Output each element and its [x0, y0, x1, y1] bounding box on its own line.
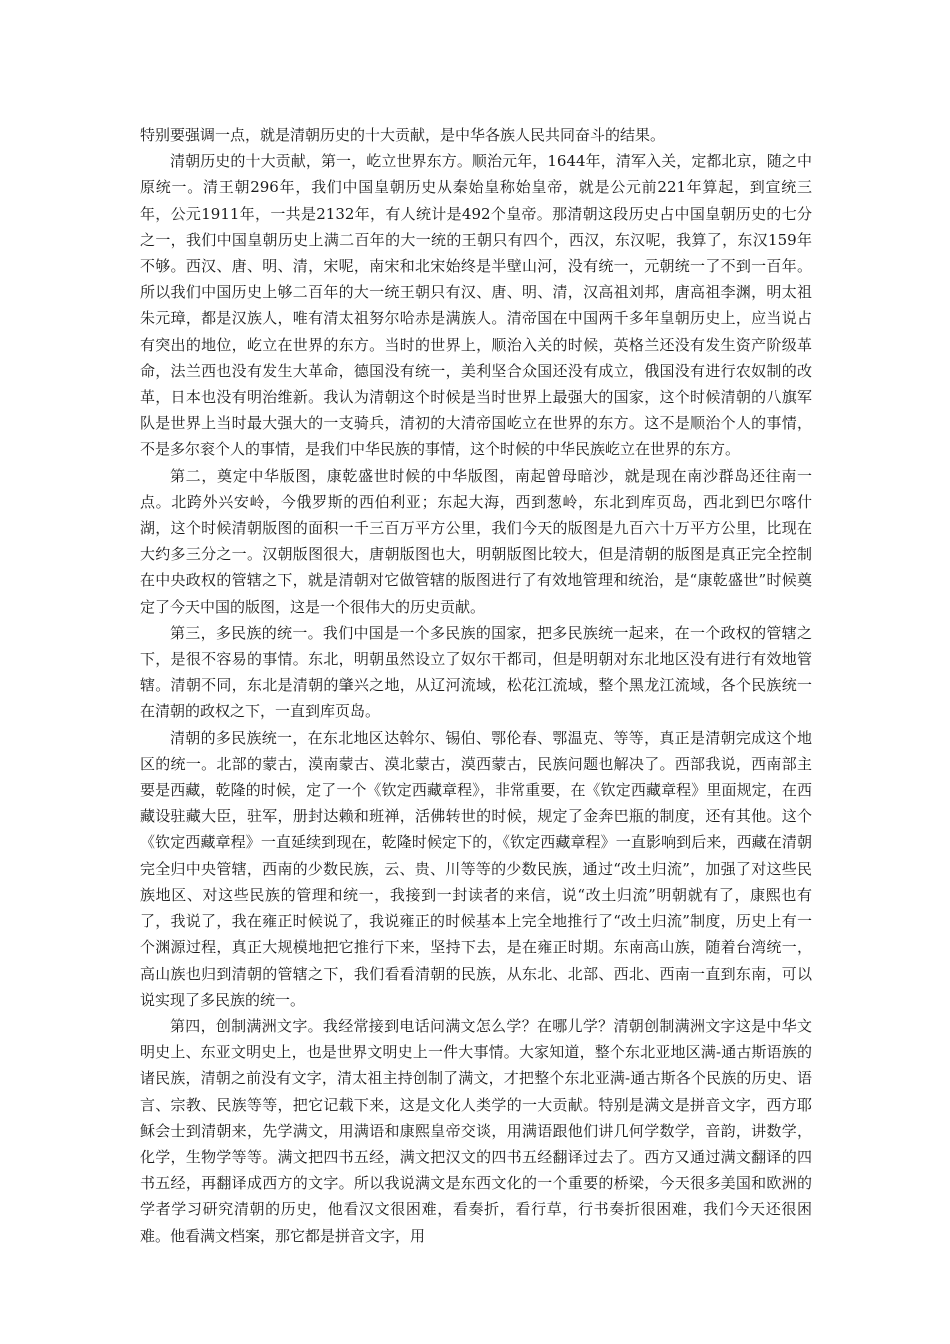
document-body: [140, 122, 812, 1249]
paragraph-second-contribution: 第二，奠定中华版图，康乾盛世时候的中华版图，南起曾母暗沙，就是现在南沙群岛还往南一点。北跨外兴安岭，今俄罗斯的西伯利亚；东起大海，西到葱岭，东北到库页岛，西北到巴尔喀什湖，这个时候清朝版图的面积一千三百万平方公里，我们今天的版图是九百六十万平方公里，比现在大约多三分之一。汉朝版图很大，唐朝版图也大，明朝版图比较大，但是清朝的版图是真正完全控制在中央政权的管辖之下，就是清朝对它做管辖的版图进行了有效地管理和统治，是“康乾盛世”时候奠定了今天中国的版图，这是一个很伟大的历史贡献。: [140, 466, 812, 616]
paragraph-ethnic-unification: 清朝的多民族统一，在东北地区达斡尔、锡伯、鄂伦春、鄂温克、等等，真正是清朝完成这个地区的统一。北部的蒙古，漠南蒙古、漠北蒙古，漠西蒙古，民族问题也解决了。西部我说，西南部主要是西藏，乾隆的时候，定了一个《钦定西藏章程》，非常重要，在《钦定西藏章程》里面规定，在西藏设驻藏大臣，驻军，册封达赖和班禅，活佛转世的时候，规定了金奔巴瓶的制度，还有其他。这个《钦定西藏章程》一直延续到现在，乾隆时候定下的，《钦定西藏章程》一直影响到后来，西藏在清朝完全归中央管辖，西南的少数民族，云、贵、川等等的少数民族，通过“改土归流”，加强了对这些民族地区、对这些民族的管理和统一，我接到一封读者的来信，说“改土归流”明朝就有了，康熙也有了，我说了，我在雍正时候说了，我说雍正的时候基本上完全地推行了“改土归流”制度，历史上有一个渊源过程，真正大规模地把它推行下来，坚持下去，是在雍正时期。东南高山族，随着台湾统一，高山族也归到清朝的管辖之下，我们看看清朝的民族，从东北、北部、西北、西南一直到东南，可以说实现了多民族的统一。: [140, 728, 812, 1009]
paragraph-first-contribution: 清朝历史的十大贡献，第一，屹立世界东方。顺治元年，1644年，清军入关，定都北京，随之中原统一。清王朝296年，我们中国皇朝历史从秦始皇称始皇帝，就是公元前221年算起，到宣统三年，公元1911年，一共是2132年，有人统计是492个皇帝。那清朝这段历史占中国皇朝历史的七分之一，我们中国皇朝历史上满二百年的大一统的王朝只有四个，西汉，东汉呢，我算了，东汉159年不够。西汉、唐、明、清，宋呢，南宋和北宋始终是半壁山河，没有统一，元朝统一了不到一百年。所以我们中国历史上够二百年的大一统王朝只有汉、唐、明、清，汉高祖刘邦，唐高祖李渊，明太祖朱元璋，都是汉族人，唯有清太祖努尔哈赤是满族人。清帝国在中国两千多年皇朝历史上，应当说占有突出的地位，屹立在世界的东方。当时的世界上，顺治入关的时候，英格兰还没有发生资产阶级革命，法兰西也没有发生大革命，德国没有统一，美利坚合众国还没有成立，俄国没有进行农奴制的改革，日本也没有明治维新。我认为清朝这个时候是当时世界上最强大的国家，这个时候清朝的八旗军队是世界上当时最大强大的一支骑兵，清初的大清帝国屹立在世界的东方。这不是顺治个人的事情，不是多尔衮个人的事情，是我们中华民族的事情，这个时候的中华民族屹立在世界的东方。: [140, 152, 812, 459]
paragraph-intro: 特别要强调一点，就是清朝历史的十大贡献，是中华各族人民共同奋斗的结果。: [140, 126, 666, 144]
paragraph-third-contribution: 第三，多民族的统一。我们中国是一个多民族的国家，把多民族统一起来，在一个政权的管辖之下，是很不容易的事情。东北，明朝虽然设立了奴尔干都司，但是明朝对东北地区没有进行有效地管辖。清朝不同，东北是清朝的肇兴之地，从辽河流域，松花江流域，整个黑龙江流域，各个民族统一在清朝的政权之下，一直到库页岛。: [140, 623, 812, 721]
paragraph-fourth-contribution: 第四，创制满洲文字。我经常接到电话问满文怎么学？在哪儿学？清朝创制满洲文字这是中华文明史上、东亚文明史上，也是世界文明史上一件大事情。大家知道，整个东北亚地区满-通古斯语族的诸民族，清朝之前没有文字，清太祖主持创制了满文，才把整个东北亚满-通古斯各个民族的历史、语言、宗教、民族等等，把它记载下来，这是文化人类学的一大贡献。特别是满文是拼音文字，西方耶稣会士到清朝来，先学满文，用满语和康熙皇帝交谈，用满语跟他们讲几何学数学，音韵，讲数学，化学，生物学等等。满文把四书五经，满文把汉文的四书五经翻译过去了。西方又通过满文翻译的四书五经，再翻译成西方的文字。所以我说满文是东西文化的一个重要的桥梁，今天很多美国和欧洲的学者学习研究清朝的历史，他看汉文很困难，看奏折，看行草，行书奏折很困难，我们今天还很困难。他看满文档案，那它都是拼音文字，用: [140, 1016, 812, 1245]
